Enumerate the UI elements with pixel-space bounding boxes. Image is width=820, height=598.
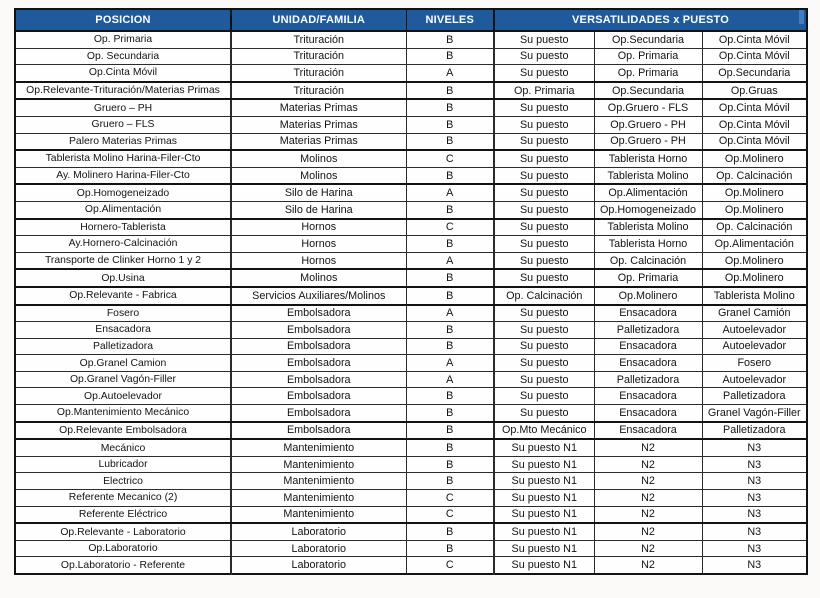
versatilidad-1-cell: Su puesto	[494, 236, 594, 253]
versatilidad-1-cell: Su puesto	[494, 201, 594, 218]
versatilidad-1-cell: Su puesto N1	[494, 540, 594, 557]
table-row	[15, 150, 807, 167]
versatilidad-3-cell: Autoelevador	[702, 322, 807, 339]
versatilidad-3-cell: Autoelevador	[702, 371, 807, 388]
versatilidad-3-cell: Granel Vagón-Filler	[702, 405, 807, 422]
versatilidad-3-cell: Op.Gruas	[702, 82, 807, 100]
versatilidad-2-cell: N2	[594, 540, 702, 557]
table-body	[15, 31, 807, 574]
unidad-familia-cell: Embolsadora	[231, 338, 406, 355]
versatilidad-2-cell: Ensacadora	[594, 422, 702, 440]
unidad-familia-cell: Materias Primas	[231, 99, 406, 116]
posicion-cell: Op.Relevante-Trituración/Materias Primas	[15, 82, 231, 100]
versatilidad-2-cell: Op. Primaria	[594, 48, 702, 65]
posicion-cell: Lubricador	[15, 456, 231, 473]
versatilidad-2-cell: Palletizadora	[594, 371, 702, 388]
versatilidad-3-cell: Op. Calcinación	[702, 219, 807, 236]
versatilidad-1-cell: Su puesto	[494, 219, 594, 236]
versatilidad-1-cell: Su puesto N1	[494, 490, 594, 507]
versatilidad-2-cell: Op.Gruero - PH	[594, 116, 702, 133]
table-row	[15, 201, 807, 218]
versatilidad-1-cell: Su puesto	[494, 305, 594, 322]
versatilidad-1-cell: Su puesto	[494, 269, 594, 287]
versatilidad-2-cell: N2	[594, 473, 702, 490]
nivel-cell: B	[406, 338, 494, 355]
versatilidad-3-cell: Op.Alimentación	[702, 236, 807, 253]
unidad-familia-cell: Servicios Auxiliares/Molinos	[231, 287, 406, 305]
table-row	[15, 31, 807, 48]
versatilidad-1-cell: Su puesto	[494, 355, 594, 372]
versatilidad-3-cell: N3	[702, 540, 807, 557]
table-row	[15, 322, 807, 339]
unidad-familia-cell: Molinos	[231, 167, 406, 184]
nivel-cell: B	[406, 99, 494, 116]
nivel-cell: C	[406, 150, 494, 167]
unidad-familia-cell: Hornos	[231, 219, 406, 236]
nivel-cell: B	[406, 523, 494, 540]
versatilidad-3-cell: N3	[702, 523, 807, 540]
posicion-cell: Op.Relevante - Fabrica	[15, 287, 231, 305]
versatilidad-3-cell: N3	[702, 506, 807, 523]
unidad-familia-cell: Materias Primas	[231, 133, 406, 150]
unidad-familia-cell: Embolsadora	[231, 322, 406, 339]
versatilidad-3-cell: Op.Molinero	[702, 184, 807, 201]
scan-artifact-mark	[799, 10, 804, 24]
versatilidad-3-cell: Op.Cinta Móvil	[702, 116, 807, 133]
table-row	[15, 473, 807, 490]
versatilidad-2-cell: Ensacadora	[594, 305, 702, 322]
unidad-familia-cell: Trituración	[231, 82, 406, 100]
unidad-familia-cell: Embolsadora	[231, 355, 406, 372]
posicion-cell: Op.Alimentación	[15, 201, 231, 218]
unidad-familia-cell: Trituración	[231, 31, 406, 48]
versatilidad-3-cell: Op.Cinta Móvil	[702, 99, 807, 116]
versatilidad-1-cell: Su puesto N1	[494, 439, 594, 456]
nivel-cell: B	[406, 287, 494, 305]
versatility-matrix-table	[14, 8, 808, 575]
nivel-cell: B	[406, 82, 494, 100]
nivel-cell: B	[406, 116, 494, 133]
unidad-familia-cell: Laboratorio	[231, 523, 406, 540]
nivel-cell: A	[406, 371, 494, 388]
table-row	[15, 506, 807, 523]
versatilidad-3-cell: Op.Cinta Móvil	[702, 31, 807, 48]
table-row	[15, 116, 807, 133]
table-row	[15, 523, 807, 540]
nivel-cell: B	[406, 388, 494, 405]
table-row	[15, 99, 807, 116]
posicion-cell: Op.Laboratorio - Referente	[15, 557, 231, 574]
versatilidad-3-cell: Palletizadora	[702, 388, 807, 405]
versatilidad-1-cell: Su puesto N1	[494, 523, 594, 540]
versatilidad-2-cell: Op.Molinero	[594, 287, 702, 305]
unidad-familia-cell: Mantenimiento	[231, 506, 406, 523]
posicion-cell: Ay. Molinero Harina-Filer-Cto	[15, 167, 231, 184]
versatilidad-3-cell: Op. Calcinación	[702, 167, 807, 184]
versatilidad-2-cell: Op.Secundaria	[594, 31, 702, 48]
versatilidad-1-cell: Su puesto	[494, 65, 594, 82]
posicion-cell: Op.Relevante - Laboratorio	[15, 523, 231, 540]
versatilidad-3-cell: Op.Molinero	[702, 252, 807, 269]
nivel-cell: C	[406, 219, 494, 236]
versatilidad-2-cell: Ensacadora	[594, 338, 702, 355]
unidad-familia-cell: Molinos	[231, 269, 406, 287]
table-row	[15, 540, 807, 557]
unidad-familia-cell: Trituración	[231, 48, 406, 65]
nivel-cell: A	[406, 184, 494, 201]
posicion-cell: Transporte de Clinker Horno 1 y 2	[15, 252, 231, 269]
col-header-posicion: POSICION	[15, 9, 231, 31]
unidad-familia-cell: Laboratorio	[231, 557, 406, 574]
versatilidad-1-cell: Su puesto	[494, 99, 594, 116]
versatilidad-1-cell: Su puesto	[494, 338, 594, 355]
table-row	[15, 167, 807, 184]
versatilidad-2-cell: N2	[594, 490, 702, 507]
versatilidad-2-cell: Tablerista Molino	[594, 219, 702, 236]
versatilidad-3-cell: Autoelevador	[702, 338, 807, 355]
versatilidad-2-cell: Op.Secundaria	[594, 82, 702, 100]
table-row	[15, 338, 807, 355]
versatilidad-1-cell: Su puesto	[494, 322, 594, 339]
nivel-cell: B	[406, 269, 494, 287]
table-row	[15, 82, 807, 100]
versatilidad-1-cell: Su puesto	[494, 252, 594, 269]
table-row	[15, 405, 807, 422]
table-row	[15, 184, 807, 201]
posicion-cell: Op.Laboratorio	[15, 540, 231, 557]
posicion-cell: Referente Mecanico (2)	[15, 490, 231, 507]
versatilidad-3-cell: N3	[702, 456, 807, 473]
nivel-cell: C	[406, 490, 494, 507]
versatilidad-1-cell: Su puesto N1	[494, 557, 594, 574]
table-row	[15, 439, 807, 456]
versatilidad-2-cell: Tablerista Horno	[594, 236, 702, 253]
versatilidad-3-cell: N3	[702, 490, 807, 507]
versatilidad-2-cell: Op.Alimentación	[594, 184, 702, 201]
posicion-cell: Op.Granel Camion	[15, 355, 231, 372]
nivel-cell: B	[406, 473, 494, 490]
nivel-cell: B	[406, 405, 494, 422]
nivel-cell: B	[406, 456, 494, 473]
versatilidad-3-cell: Fosero	[702, 355, 807, 372]
versatilidad-2-cell: Op. Primaria	[594, 65, 702, 82]
nivel-cell: A	[406, 305, 494, 322]
versatilidad-2-cell: Ensacadora	[594, 388, 702, 405]
versatilidad-2-cell: Op. Primaria	[594, 269, 702, 287]
table-row	[15, 65, 807, 82]
nivel-cell: A	[406, 355, 494, 372]
versatilidad-1-cell: Su puesto N1	[494, 506, 594, 523]
table-row	[15, 269, 807, 287]
versatilidad-1-cell: Su puesto N1	[494, 473, 594, 490]
versatilidad-1-cell: Su puesto	[494, 31, 594, 48]
unidad-familia-cell: Hornos	[231, 236, 406, 253]
nivel-cell: B	[406, 133, 494, 150]
posicion-cell: Gruero – PH	[15, 99, 231, 116]
versatilidad-2-cell: Op.Homogeneizado	[594, 201, 702, 218]
unidad-familia-cell: Materias Primas	[231, 116, 406, 133]
posicion-cell: Ay.Hornero-Calcinación	[15, 236, 231, 253]
unidad-familia-cell: Molinos	[231, 150, 406, 167]
unidad-familia-cell: Mantenimiento	[231, 439, 406, 456]
nivel-cell: A	[406, 65, 494, 82]
posicion-cell: Referente Eléctrico	[15, 506, 231, 523]
table-row	[15, 456, 807, 473]
versatilidad-3-cell: N3	[702, 557, 807, 574]
unidad-familia-cell: Embolsadora	[231, 371, 406, 388]
versatilidad-2-cell: Ensacadora	[594, 405, 702, 422]
posicion-cell: Gruero – FLS	[15, 116, 231, 133]
versatilidad-3-cell: N3	[702, 439, 807, 456]
unidad-familia-cell: Hornos	[231, 252, 406, 269]
posicion-cell: Op.Autoelevador	[15, 388, 231, 405]
versatilidad-2-cell: N2	[594, 523, 702, 540]
versatilidad-2-cell: Op. Calcinación	[594, 252, 702, 269]
unidad-familia-cell: Mantenimiento	[231, 473, 406, 490]
table-row	[15, 388, 807, 405]
posicion-cell: Op.Relevante Embolsadora	[15, 422, 231, 440]
versatilidad-1-cell: Su puesto	[494, 133, 594, 150]
versatilidad-3-cell: Op.Cinta Móvil	[702, 133, 807, 150]
posicion-cell: Tablerista Molino Harina-Filer-Cto	[15, 150, 231, 167]
unidad-familia-cell: Silo de Harina	[231, 201, 406, 218]
unidad-familia-cell: Mantenimiento	[231, 490, 406, 507]
col-header-unidad-familia: UNIDAD/FAMILIA	[231, 9, 406, 31]
table-row	[15, 305, 807, 322]
versatilidad-1-cell: Op.Mto Mecánico	[494, 422, 594, 440]
versatilidad-3-cell: Op.Molinero	[702, 150, 807, 167]
nivel-cell: A	[406, 252, 494, 269]
posicion-cell: Hornero-Tablerista	[15, 219, 231, 236]
nivel-cell: C	[406, 557, 494, 574]
unidad-familia-cell: Mantenimiento	[231, 456, 406, 473]
versatilidad-3-cell: Op.Molinero	[702, 269, 807, 287]
versatilidad-3-cell: Tablerista Molino	[702, 287, 807, 305]
unidad-familia-cell: Silo de Harina	[231, 184, 406, 201]
nivel-cell: B	[406, 422, 494, 440]
col-header-niveles: NIVELES	[406, 9, 494, 31]
versatilidad-2-cell: N2	[594, 506, 702, 523]
posicion-cell: Op.Homogeneizado	[15, 184, 231, 201]
posicion-cell: Ensacadora	[15, 322, 231, 339]
table-row	[15, 219, 807, 236]
versatilidad-1-cell: Su puesto	[494, 405, 594, 422]
posicion-cell: Op.Mantenimiento Mecánico	[15, 405, 231, 422]
versatilidad-2-cell: Tablerista Horno	[594, 150, 702, 167]
posicion-cell: Op.Usina	[15, 269, 231, 287]
versatilidad-2-cell: Tablerista Molino	[594, 167, 702, 184]
unidad-familia-cell: Embolsadora	[231, 405, 406, 422]
versatilidad-3-cell: Op.Cinta Móvil	[702, 48, 807, 65]
versatilidad-2-cell: N2	[594, 439, 702, 456]
table-row	[15, 422, 807, 440]
col-header-versatilidades: VERSATILIDADES x PUESTO	[494, 9, 807, 31]
versatilidad-2-cell: N2	[594, 456, 702, 473]
nivel-cell: B	[406, 167, 494, 184]
versatilidad-2-cell: Ensacadora	[594, 355, 702, 372]
nivel-cell: B	[406, 48, 494, 65]
table-row	[15, 287, 807, 305]
versatilidad-3-cell: Palletizadora	[702, 422, 807, 440]
versatilidad-1-cell: Su puesto	[494, 150, 594, 167]
posicion-cell: Op.Granel Vagón-Filler	[15, 371, 231, 388]
unidad-familia-cell: Embolsadora	[231, 422, 406, 440]
nivel-cell: B	[406, 201, 494, 218]
posicion-cell: Op.Cinta Móvil	[15, 65, 231, 82]
versatilidad-1-cell: Op. Primaria	[494, 82, 594, 100]
versatilidad-3-cell: Op.Secundaria	[702, 65, 807, 82]
unidad-familia-cell: Trituración	[231, 65, 406, 82]
table-row	[15, 355, 807, 372]
versatilidad-2-cell: Op.Gruero - PH	[594, 133, 702, 150]
posicion-cell: Mecánico	[15, 439, 231, 456]
table-row	[15, 252, 807, 269]
table-row	[15, 371, 807, 388]
versatilidad-1-cell: Op. Calcinación	[494, 287, 594, 305]
versatilidad-1-cell: Su puesto	[494, 48, 594, 65]
versatilidad-3-cell: N3	[702, 473, 807, 490]
unidad-familia-cell: Embolsadora	[231, 388, 406, 405]
versatilidad-1-cell: Su puesto N1	[494, 456, 594, 473]
nivel-cell: B	[406, 439, 494, 456]
nivel-cell: B	[406, 540, 494, 557]
versatilidad-2-cell: Op.Gruero - FLS	[594, 99, 702, 116]
posicion-cell: Electrico	[15, 473, 231, 490]
nivel-cell: C	[406, 506, 494, 523]
versatilidad-3-cell: Granel Camión	[702, 305, 807, 322]
nivel-cell: B	[406, 236, 494, 253]
header-row	[15, 9, 807, 31]
nivel-cell: B	[406, 322, 494, 339]
table-row	[15, 133, 807, 150]
table-row	[15, 557, 807, 574]
posicion-cell: Palero Materias Primas	[15, 133, 231, 150]
posicion-cell: Fosero	[15, 305, 231, 322]
unidad-familia-cell: Laboratorio	[231, 540, 406, 557]
posicion-cell: Op. Secundaria	[15, 48, 231, 65]
versatilidad-2-cell: N2	[594, 557, 702, 574]
versatilidad-2-cell: Palletizadora	[594, 322, 702, 339]
versatilidad-1-cell: Su puesto	[494, 388, 594, 405]
versatilidad-3-cell: Op.Molinero	[702, 201, 807, 218]
versatilidad-1-cell: Su puesto	[494, 371, 594, 388]
versatilidad-1-cell: Su puesto	[494, 116, 594, 133]
posicion-cell: Op. Primaria	[15, 31, 231, 48]
table-row	[15, 236, 807, 253]
nivel-cell: B	[406, 31, 494, 48]
posicion-cell: Palletizadora	[15, 338, 231, 355]
versatilidad-1-cell: Su puesto	[494, 184, 594, 201]
versatilidad-1-cell: Su puesto	[494, 167, 594, 184]
table-row	[15, 490, 807, 507]
table-row	[15, 48, 807, 65]
unidad-familia-cell: Embolsadora	[231, 305, 406, 322]
